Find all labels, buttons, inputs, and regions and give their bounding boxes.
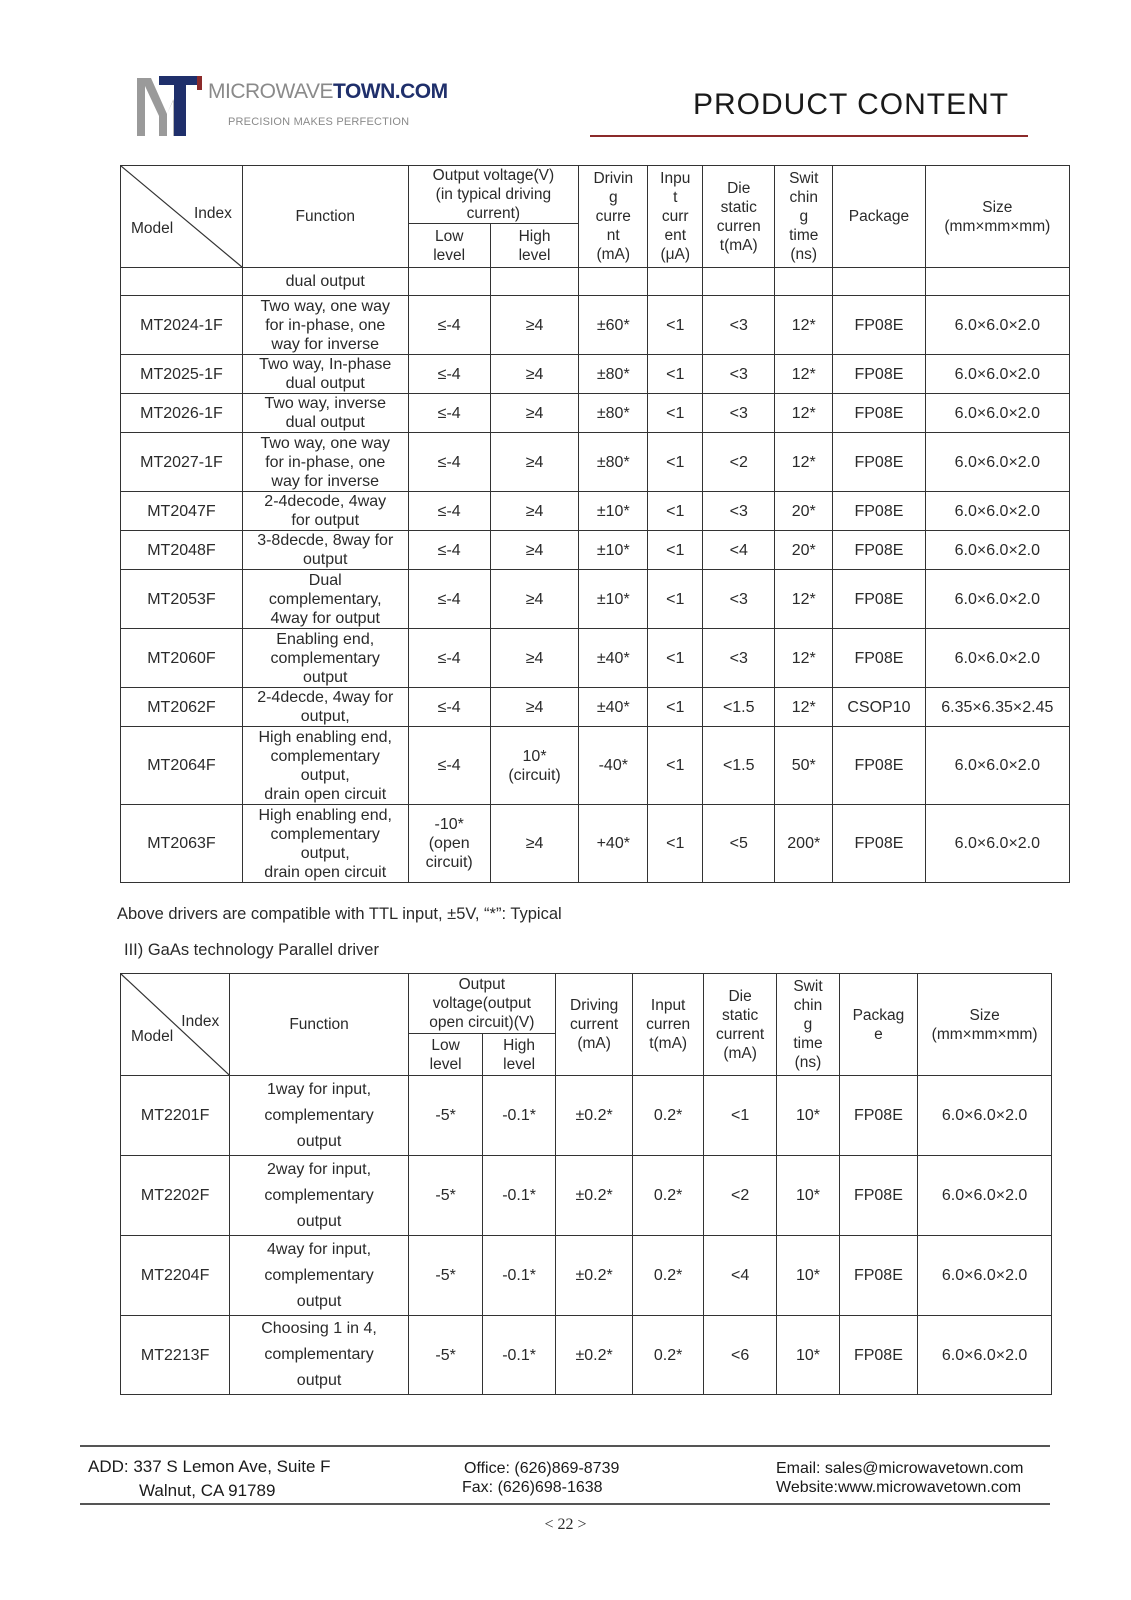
cell-switch: 12* <box>775 629 833 688</box>
cell-model: MT2204F <box>121 1236 230 1316</box>
low-level-header: Low level <box>408 224 490 268</box>
cell-low: -5* <box>408 1156 483 1236</box>
cell-die: <6 <box>703 1316 777 1395</box>
size-header: Size (mm×mm×mm) <box>925 166 1069 268</box>
cell-input: <1 <box>648 394 703 433</box>
cell-package: FP08E <box>833 570 925 629</box>
cell-drive: +40* <box>579 805 648 883</box>
table-row <box>121 727 1070 805</box>
cell-input: 0.2* <box>633 1076 703 1156</box>
cell-die: <4 <box>703 531 775 570</box>
cell-drive: ±0.2* <box>555 1156 633 1236</box>
table-row <box>121 355 1070 394</box>
footer-fax: Fax: (626)698-1638 <box>462 1479 603 1496</box>
cell-drive: ±0.2* <box>555 1236 633 1316</box>
table-row <box>121 268 1070 296</box>
cell-model <box>121 268 243 296</box>
cell-high: ≥4 <box>490 688 578 727</box>
cell-input: <1 <box>648 688 703 727</box>
cell-drive: ±0.2* <box>555 1316 633 1395</box>
cell-model: MT2025-1F <box>121 355 243 394</box>
cell-package: FP08E <box>833 629 925 688</box>
cell-die: <3 <box>703 492 775 531</box>
cell-low: ≤-4 <box>408 296 490 355</box>
die-static-current-header: Die static curren t(mA) <box>703 166 775 268</box>
cell-drive: ±40* <box>579 688 648 727</box>
cell-package: FP08E <box>833 805 925 883</box>
cell-function: 2-4decode, 4way for output <box>242 492 408 531</box>
cell-function: Enabling end, complementary output <box>242 629 408 688</box>
cell-die: <3 <box>703 629 775 688</box>
driving-current-header: Driving current (mA) <box>555 974 633 1076</box>
cell-function: Dual complementary, 4way for output <box>242 570 408 629</box>
cell-die: <3 <box>703 570 775 629</box>
cell-low: ≤-4 <box>408 355 490 394</box>
table-row <box>121 433 1070 492</box>
cell-switch: 12* <box>775 394 833 433</box>
cell-low: -5* <box>408 1076 483 1156</box>
cell-input: 0.2* <box>633 1316 703 1395</box>
cell-switch: 12* <box>775 355 833 394</box>
cell-drive: ±60* <box>579 296 648 355</box>
cell-package <box>833 268 925 296</box>
table-row <box>121 492 1070 531</box>
cell-low: -5* <box>408 1316 483 1395</box>
cell-drive: ±80* <box>579 394 648 433</box>
size-header: Size (mm×mm×mm) <box>918 974 1052 1076</box>
cell-low: ≤-4 <box>408 394 490 433</box>
table-row <box>121 1316 1052 1395</box>
footer-office-phone: Office: (626)869-8739 <box>464 1460 620 1477</box>
table-row <box>121 394 1070 433</box>
cell-function: 3-8decde, 8way for output <box>242 531 408 570</box>
high-level-header: High level <box>483 1034 555 1076</box>
cell-high: 10* (circuit) <box>490 727 578 805</box>
cell-input: <1 <box>648 629 703 688</box>
page-title: PRODUCT CONTENT <box>693 88 1010 121</box>
cell-model: MT2213F <box>121 1316 230 1395</box>
cell-switch: 20* <box>775 492 833 531</box>
cell-high: -0.1* <box>483 1236 555 1316</box>
table-row <box>121 1236 1052 1316</box>
cell-size: 6.35×6.35×2.45 <box>925 688 1069 727</box>
footer-address-line1: ADD: 337 S Lemon Ave, Suite F <box>88 1457 331 1476</box>
cell-size: 6.0×6.0×2.0 <box>918 1236 1052 1316</box>
cell-model: MT2060F <box>121 629 243 688</box>
cell-input: <1 <box>648 531 703 570</box>
cell-input: <1 <box>648 727 703 805</box>
cell-package: FP08E <box>833 296 925 355</box>
cell-switch: 10* <box>777 1156 839 1236</box>
cell-size: 6.0×6.0×2.0 <box>918 1156 1052 1236</box>
footer-bottom-rule <box>80 1503 1050 1505</box>
cell-package: FP08E <box>833 355 925 394</box>
cell-input: <1 <box>648 433 703 492</box>
cell-high: ≥4 <box>490 629 578 688</box>
switching-time-header: Swit chin g time (ns) <box>777 974 839 1076</box>
cell-package: FP08E <box>833 394 925 433</box>
cell-die: <1.5 <box>703 727 775 805</box>
index-model-header: Index Model <box>121 166 243 268</box>
cell-package: FP08E <box>833 531 925 570</box>
cell-low: -5* <box>408 1236 483 1316</box>
logo-tagline: PRECISION MAKES PERFECTION <box>228 116 410 128</box>
cell-input <box>648 268 703 296</box>
cell-switch: 50* <box>775 727 833 805</box>
cell-size: 6.0×6.0×2.0 <box>925 629 1069 688</box>
cell-high <box>490 268 578 296</box>
cell-high: ≥4 <box>490 394 578 433</box>
die-static-current-header: Die static current (mA) <box>703 974 777 1076</box>
cell-model: MT2026-1F <box>121 394 243 433</box>
output-voltage-header: Output voltage(output open circuit)(V) <box>408 974 555 1034</box>
footer-top-rule <box>80 1445 1050 1447</box>
cell-function: dual output <box>242 268 408 296</box>
cell-size: 6.0×6.0×2.0 <box>925 394 1069 433</box>
cell-drive: ±80* <box>579 355 648 394</box>
cell-die: <3 <box>703 355 775 394</box>
cell-die <box>703 268 775 296</box>
cell-function: 4way for input, complementary output <box>230 1236 409 1316</box>
cell-die: <3 <box>703 296 775 355</box>
cell-model: MT2064F <box>121 727 243 805</box>
cell-drive: ±0.2* <box>555 1076 633 1156</box>
cell-package: FP08E <box>833 727 925 805</box>
cell-package: CSOP10 <box>833 688 925 727</box>
input-current-header: Inpu t curr ent (μA) <box>648 166 703 268</box>
cell-low <box>408 268 490 296</box>
cell-switch <box>775 268 833 296</box>
cell-die: <1.5 <box>703 688 775 727</box>
table-row <box>121 570 1070 629</box>
cell-input: <1 <box>648 805 703 883</box>
cell-drive: ±10* <box>579 531 648 570</box>
cell-drive: ±10* <box>579 492 648 531</box>
cell-switch: 10* <box>777 1076 839 1156</box>
cell-function: Two way, In-phase dual output <box>242 355 408 394</box>
package-header: Package <box>833 166 925 268</box>
cell-switch: 12* <box>775 296 833 355</box>
cell-switch: 20* <box>775 531 833 570</box>
cell-switch: 12* <box>775 570 833 629</box>
switching-time-header: Swit chin g time (ns) <box>775 166 833 268</box>
cell-switch: 12* <box>775 688 833 727</box>
function-header: Function <box>230 974 409 1076</box>
table-row <box>121 531 1070 570</box>
cell-size: 6.0×6.0×2.0 <box>925 355 1069 394</box>
cell-high: ≥4 <box>490 492 578 531</box>
cell-size: 6.0×6.0×2.0 <box>918 1316 1052 1395</box>
cell-size: 6.0×6.0×2.0 <box>925 531 1069 570</box>
cell-high: -0.1* <box>483 1156 555 1236</box>
cell-low: ≤-4 <box>408 570 490 629</box>
cell-low: ≤-4 <box>408 688 490 727</box>
function-header: Function <box>242 166 408 268</box>
cell-model: MT2048F <box>121 531 243 570</box>
cell-size: 6.0×6.0×2.0 <box>925 805 1069 883</box>
cell-function: High enabling end, complementary output, drain open circuit <box>242 805 408 883</box>
cell-die: <5 <box>703 805 775 883</box>
cell-switch: 12* <box>775 433 833 492</box>
cell-input: <1 <box>648 355 703 394</box>
cell-model: MT2063F <box>121 805 243 883</box>
cell-switch: 10* <box>777 1316 839 1395</box>
cell-high: ≥4 <box>490 433 578 492</box>
cell-high: ≥4 <box>490 531 578 570</box>
cell-model: MT2024-1F <box>121 296 243 355</box>
table-row <box>121 1156 1052 1236</box>
cell-input: <1 <box>648 570 703 629</box>
mt-logo-mark-icon <box>137 76 203 136</box>
cell-die: <2 <box>703 1156 777 1236</box>
cell-size: 6.0×6.0×2.0 <box>925 570 1069 629</box>
cell-package: FP08E <box>839 1076 918 1156</box>
cell-function: 1way for input, complementary output <box>230 1076 409 1156</box>
footer-address-line2: Walnut, CA 91789 <box>139 1481 276 1500</box>
cell-die: <4 <box>703 1236 777 1316</box>
cell-model: MT2201F <box>121 1076 230 1156</box>
high-level-header: High level <box>490 224 578 268</box>
output-voltage-header: Output voltage(V) (in typical driving current) <box>408 166 579 224</box>
cell-model: MT2047F <box>121 492 243 531</box>
cell-low: ≤-4 <box>408 433 490 492</box>
cell-function: Two way, inverse dual output <box>242 394 408 433</box>
cell-package: FP08E <box>839 1316 918 1395</box>
title-underline <box>590 135 1028 137</box>
low-level-header: Low level <box>408 1034 483 1076</box>
table-row <box>121 629 1070 688</box>
cell-high: ≥4 <box>490 296 578 355</box>
cell-size: 6.0×6.0×2.0 <box>925 492 1069 531</box>
cell-drive: ±80* <box>579 433 648 492</box>
cell-package: FP08E <box>833 433 925 492</box>
cell-drive <box>579 268 648 296</box>
cell-function: High enabling end, complementary output, drain open circuit <box>242 727 408 805</box>
driver-spec-table <box>120 165 1070 883</box>
index-model-header: Index Model <box>121 974 230 1076</box>
company-logo <box>137 72 448 142</box>
cell-package: FP08E <box>839 1156 918 1236</box>
logo-wordmark: MICROWAVETOWN.COM <box>208 80 448 103</box>
cell-function: Two way, one way for in-phase, one way for inverse <box>242 433 408 492</box>
cell-size: 6.0×6.0×2.0 <box>925 296 1069 355</box>
cell-model: MT2053F <box>121 570 243 629</box>
cell-package: FP08E <box>833 492 925 531</box>
cell-low: ≤-4 <box>408 531 490 570</box>
cell-high: ≥4 <box>490 355 578 394</box>
input-current-header: Input curren t(mA) <box>633 974 703 1076</box>
cell-high: ≥4 <box>490 570 578 629</box>
cell-die: <2 <box>703 433 775 492</box>
cell-high: -0.1* <box>483 1316 555 1395</box>
cell-low: ≤-4 <box>408 629 490 688</box>
cell-input: 0.2* <box>633 1236 703 1316</box>
cell-drive: -40* <box>579 727 648 805</box>
cell-package: FP08E <box>839 1236 918 1316</box>
section-heading: III) GaAs technology Parallel driver <box>124 941 379 959</box>
cell-drive: ±10* <box>579 570 648 629</box>
cell-size <box>925 268 1069 296</box>
cell-low: ≤-4 <box>408 492 490 531</box>
cell-size: 6.0×6.0×2.0 <box>925 433 1069 492</box>
cell-model: MT2062F <box>121 688 243 727</box>
cell-die: <3 <box>703 394 775 433</box>
table-row <box>121 688 1070 727</box>
table-row <box>121 296 1070 355</box>
cell-low: ≤-4 <box>408 727 490 805</box>
cell-high: -0.1* <box>483 1076 555 1156</box>
cell-function: 2-4decde, 4way for output, <box>242 688 408 727</box>
cell-input: <1 <box>648 492 703 531</box>
table-row <box>121 805 1070 883</box>
cell-function: Two way, one way for in-phase, one way for inverse <box>242 296 408 355</box>
gaas-driver-spec-table <box>120 973 1052 1395</box>
page-number: < 22 > <box>544 1516 587 1533</box>
cell-model: MT2027-1F <box>121 433 243 492</box>
cell-function: Choosing 1 in 4, complementary output <box>230 1316 409 1395</box>
cell-input: <1 <box>648 296 703 355</box>
cell-size: 6.0×6.0×2.0 <box>925 727 1069 805</box>
package-header: Packag e <box>839 974 918 1076</box>
cell-function: 2way for input, complementary output <box>230 1156 409 1236</box>
cell-switch: 10* <box>777 1236 839 1316</box>
cell-die: <1 <box>703 1076 777 1156</box>
cell-switch: 200* <box>775 805 833 883</box>
footer-website: Website:www.microwavetown.com <box>776 1479 1022 1496</box>
driving-current-header: Drivin g curre nt (mA) <box>579 166 648 268</box>
ttl-compatibility-note: Above drivers are compatible with TTL input, ±5V, “*”: Typical <box>117 905 562 923</box>
table-row <box>121 1076 1052 1156</box>
cell-model: MT2202F <box>121 1156 230 1236</box>
cell-high: ≥4 <box>490 805 578 883</box>
cell-size: 6.0×6.0×2.0 <box>918 1076 1052 1156</box>
cell-low: -10* (open circuit) <box>408 805 490 883</box>
footer-email: Email: sales@microwavetown.com <box>776 1460 1024 1477</box>
cell-input: 0.2* <box>633 1156 703 1236</box>
cell-drive: ±40* <box>579 629 648 688</box>
